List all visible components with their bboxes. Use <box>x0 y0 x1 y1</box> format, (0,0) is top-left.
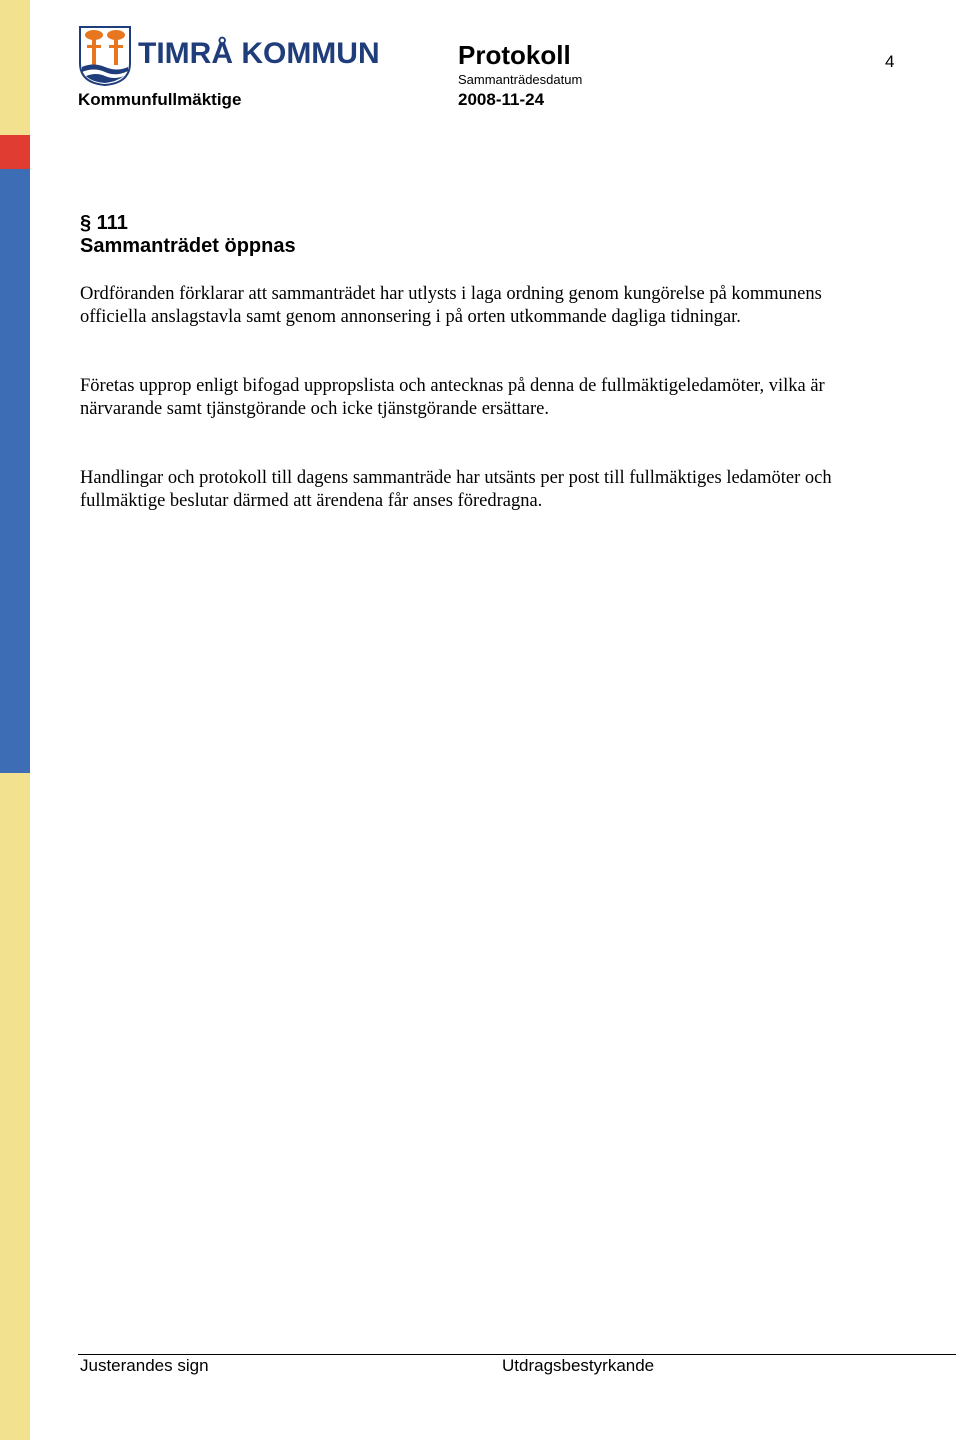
meeting-date: 2008-11-24 <box>458 90 545 109</box>
paragraph: Ordföranden förklarar att sammanträdet har utlysts i laga ordning genom kungörelse på kommunens officiella anslagstavla samt genom annonsering i på orten utkommande dagliga tidningar. <box>80 284 822 327</box>
paragraph: Handlingar och protokoll till dagens sammanträde har utsänts per post till fullmäktiges ledamöter och fullmäktige beslutar därmed att ärendena får anses föredragna. <box>80 468 832 511</box>
paragraph: Företas upprop enligt bifogad uppropslista och antecknas på denna de fullmäktigeledamöter, vilka är närvarande samt tjänstgörande och icke tjänstgörande ersättare. <box>80 376 825 419</box>
section-heading: Sammanträdet öppnas <box>80 235 296 257</box>
margin-stripe-yellow-top <box>0 0 30 135</box>
document-type: Protokoll <box>458 40 571 70</box>
margin-stripe-red <box>0 135 30 169</box>
signature-label: Justerandes sign <box>80 1356 209 1375</box>
logo-wordmark: TIMRÅ KOMMUN <box>138 37 380 70</box>
margin-stripe-blue <box>0 169 30 773</box>
organ-name: Kommunfullmäktige <box>78 90 242 109</box>
extract-certification-label: Utdragsbestyrkande <box>502 1356 655 1375</box>
date-label: Sammanträdesdatum <box>458 72 583 87</box>
coat-of-arms-icon <box>78 25 380 87</box>
margin-stripe-yellow-bottom <box>0 773 30 1440</box>
municipality-logo <box>78 25 380 87</box>
section-number: § 111 <box>80 212 128 234</box>
page-number: 4 <box>885 52 895 71</box>
footer-divider <box>78 1354 956 1355</box>
